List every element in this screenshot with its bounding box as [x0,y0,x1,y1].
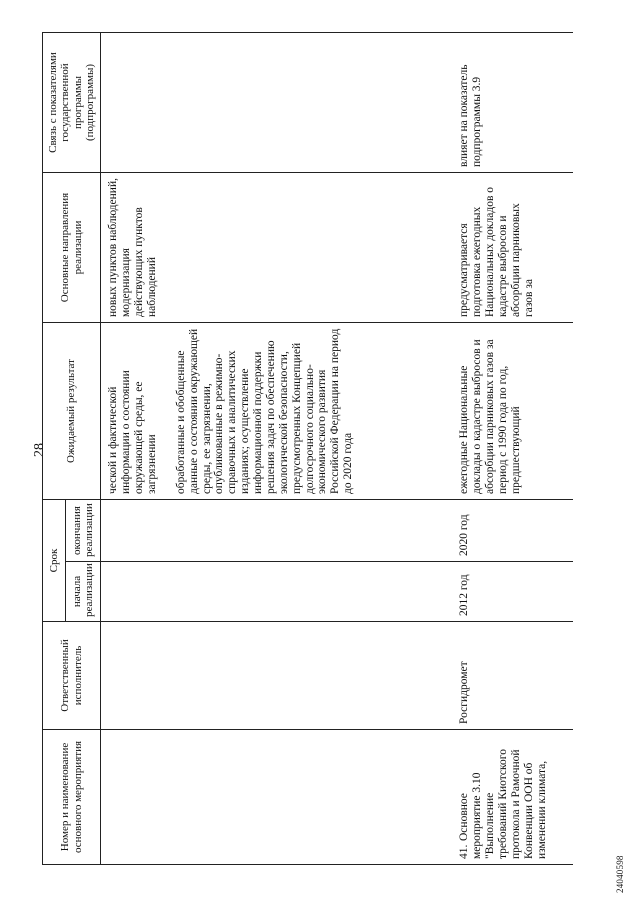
cell-executor: Росгидромет [450,622,573,730]
header-directions: Основные направления реализации [43,173,101,323]
header-term: Срок [43,500,66,622]
row-number: 41. [458,844,471,859]
cell-directions-continued: новых пунктов наблюдений, модернизация действующих пунктов наблюдений [101,173,451,323]
cell-directions: предусматривается подготовка ежегодных Национальных докладов о кадастре выбросов и абсорбции парниковых газов за [450,173,573,323]
header-name: Номер и наименование основного мероприятия [43,730,101,865]
cell-start-year: 2012 год [450,562,573,622]
cell-link: влияет на показатель подпрограммы 3.9 [450,33,573,173]
cell-empty-end [101,500,451,562]
cell-measure-name [450,730,573,865]
cell-end-year: 2020 год [450,500,573,562]
measure-name-text: Основное мероприятие 3.10 "Выполнение требований Киотского протокола и Рамочной Конвенции ООН об изменении климата, [458,749,548,859]
table-row-41 [450,33,573,865]
cell-result: ежегодные Национальные доклады о кадастре выбросов и абсорбции парниковых газов за период с 1990 года по год, предшествующий [450,323,573,500]
cell-empty-start [101,562,451,622]
header-executor: Ответственный исполнитель [43,622,101,730]
header-link: Связь с показателями государственной программы (подпрограммы) [43,33,101,173]
program-measures-table [42,32,573,865]
continuation-row [101,33,451,865]
header-row-1 [43,33,66,865]
cell-empty-executor [101,622,451,730]
header-start: начала реализации [65,562,101,622]
document-id: 24040598 [615,855,625,893]
cell-link-continued [101,33,451,173]
result-text-part1: ческой и фактической информации о состоянии окружающей среды, ее загрязнении [107,370,158,494]
result-text-part2: обработанные и обобщенные данные о состоянии окружающей среды, ее загрязнении, опубликованные в режимно-справочных и аналитических изданиях; осуществление информационной поддержки решения задач по обеспечению экологической безопасности, предусмотренных Концепцией долгосрочного социально-экономического развития Российской Федерации на период до 2020 года [174,328,355,494]
header-result: Ожидаемый результат [43,323,101,500]
cell-result-continued [101,323,451,500]
cell-empty-name [101,730,451,865]
header-end: окончания реализации [65,500,101,562]
page-number: 28 [32,443,47,457]
